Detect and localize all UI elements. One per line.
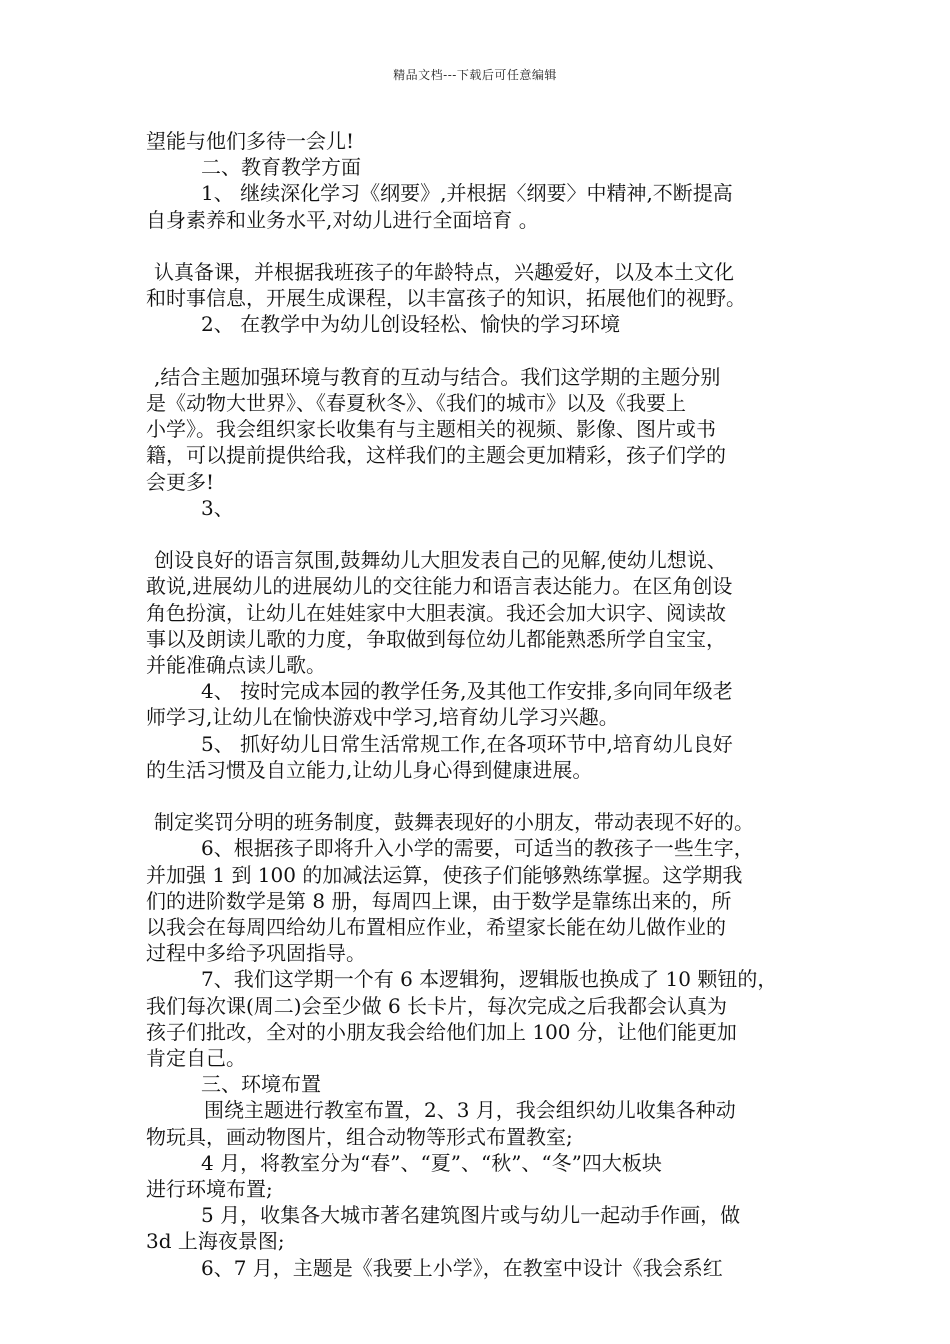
text-line: 望能与他们多待一会儿! <box>146 129 355 153</box>
text-line: 4、 按时完成本园的教学任务,及其他工作安排,多向同年级老 <box>201 679 733 704</box>
text-line: 并加强 1 到 100 的加减法运算，使孩子们能够熟练掌握。这学期我 <box>146 862 743 887</box>
text-line: 们的进阶数学是第 8 册，每周四上课，由于数学是靠练出来的，所 <box>146 888 732 913</box>
text-line: 7、我们这学期一个有 6 本逻辑狗，逻辑版也换成了 10 颗钮的， <box>201 967 778 992</box>
text-line: ,结合主题加强环境与教育的互动与结合。我们这学期的主题分别 <box>154 364 721 389</box>
text-line: 师学习,让幼儿在愉快游戏中学习,培育幼儿学习兴趣。 <box>146 705 619 730</box>
text-line: 孩子们批改，全对的小朋友我会给他们加上 100 分，让他们能更加 <box>146 1019 737 1044</box>
text-line: 认真备课，并根据我班孩子的年龄特点，兴趣爱好，以及本土文化 <box>154 260 734 284</box>
text-line: 5 月，收集各大城市著名建筑图片或与幼儿一起动手作画，做 <box>201 1203 741 1228</box>
blank-line <box>146 233 810 259</box>
text-line: 6、7 月，主题是《我要上小学》，在教室中设计《我会系红 <box>201 1255 723 1280</box>
text-line: 3d 上海夜景图; <box>146 1229 285 1254</box>
text-line: 小学》。我会组织家长收集有与主题相关的视频、影像、图片或书 <box>146 417 716 442</box>
text-line: 围绕主题进行教室布置，2、3 月，我会组织幼儿收集各种动 <box>204 1098 736 1123</box>
text-line: 制定奖罚分明的班务制度，鼓舞表现好的小朋友，带动表现不好的。 <box>154 810 754 835</box>
text-line: 6、根据孩子即将升入小学的需要，可适当的教孩子一些生字， <box>201 836 754 861</box>
blank-line <box>146 521 810 547</box>
text-line: 会更多! <box>146 469 215 494</box>
text-line: 和时事信息，开展生成课程，以丰富孩子的知识，拓展他们的视野。 <box>146 286 746 311</box>
text-line: 2、 在教学中为幼儿创设轻松、愉快的学习环境 <box>201 312 621 337</box>
text-line: 以我会在每周四给幼儿布置相应作业，希望家长能在幼儿做作业的 <box>146 915 726 940</box>
document-body <box>146 128 810 1281</box>
section-heading: 二、教育教学方面 <box>201 155 361 180</box>
text-line: 的生活习惯及自立能力,让幼儿身心得到健康进展。 <box>146 757 593 782</box>
blank-line <box>146 338 810 364</box>
text-line: 敢说,进展幼儿的进展幼儿的交往能力和语言表达能力。在区角创设 <box>146 574 733 599</box>
text-line: 我们每次课(周二)会至少做 6 长卡片，每次完成之后我都会认真为 <box>146 993 728 1018</box>
text-line: 进行环境布置; <box>146 1177 273 1202</box>
text-line: 物玩具，画动物图片，组合动物等形式布置教室; <box>146 1124 573 1149</box>
text-line: 并能准确点读儿歌。 <box>146 653 326 678</box>
text-line: 事以及朗读儿歌的力度，争取做到每位幼儿都能熟悉所学自宝宝， <box>146 626 726 651</box>
blank-line <box>146 783 810 809</box>
text-line: 过程中多给予巩固指导。 <box>146 941 366 966</box>
text-line: 籍，可以提前提供给我，这样我们的主题会更加精彩，孩子们学的 <box>146 443 726 468</box>
text-line: 4 月，将教室分为“春”、“夏”、“秋”、“冬”四大板块 <box>201 1150 662 1175</box>
page-header: 精品文档---下载后可任意编辑 <box>393 68 557 82</box>
text-line: 创设良好的语言氛围,鼓舞幼儿大胆发表自己的见解,使幼儿想说、 <box>154 548 727 573</box>
text-line: 1、 继续深化学习《纲要》,并根据〈纲要〉中精神,不断提高 <box>201 181 733 206</box>
section-heading: 三、环境布置 <box>201 1072 321 1097</box>
text-line: 自身素养和业务水平,对幼儿进行全面培育 。 <box>146 207 539 232</box>
text-line: 是《动物大世界》、《春夏秋冬》、《我们的城市》以及《我要上 <box>146 391 686 415</box>
text-line: 5、 抓好幼儿日常生活常规工作,在各项环节中,培育幼儿良好 <box>201 731 733 756</box>
text-line: 角色扮演，让幼儿在娃娃家中大胆表演。我还会加大识字、阅读故 <box>146 600 726 625</box>
text-line: 肯定自己。 <box>146 1046 246 1071</box>
text-line: 3、 <box>201 495 234 520</box>
